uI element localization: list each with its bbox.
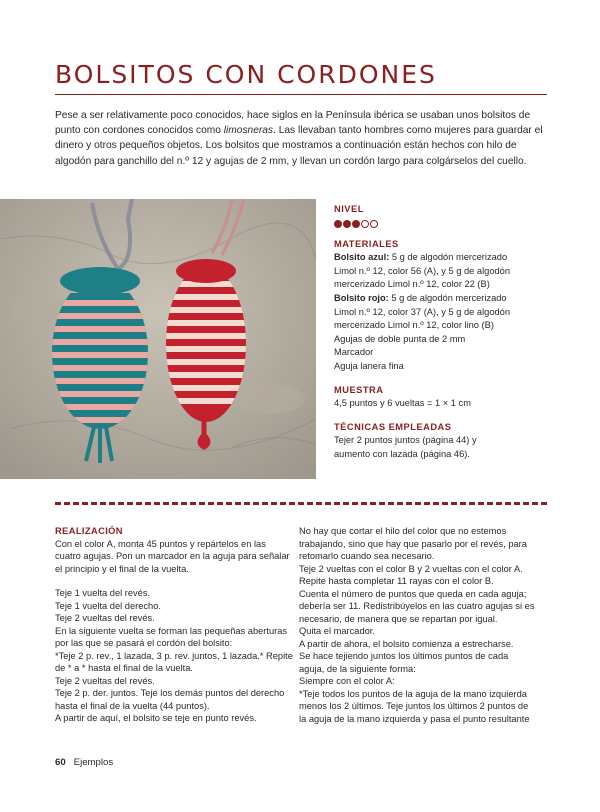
muestra-heading: MUESTRA [334,384,384,395]
instruction-line: necesario, de manera que se repartan por igual. [299,613,498,624]
instruction-line: En la siguiente vuelta se forman las pequeñas aberturas [55,625,288,636]
sidebar-specs [334,203,548,472]
instruction-line: cuatro agujas. Pon un marcador en la aguja para señalar [55,551,290,561]
instruction-line: menos los 2 últimos. Teje juntos los últimos 2 puntos de [299,701,529,711]
instruction-line: Teje 2 p. der. juntos. Teje los demás puntos del derecho [55,688,285,698]
instruction-line: Cuenta el número de puntos que queda en cada aguja; [299,588,527,599]
instruction-line: *Teje todos los puntos de la aguja de la mano izquierda [299,688,527,699]
tecnicas-text: aumento con lazada (página 46). [334,448,470,459]
tecnicas-heading: TÉCNICAS EMPLEADAS [334,421,452,432]
section-divider [55,502,547,505]
tecnicas-section [334,421,548,462]
level-dot-filled [334,220,342,228]
material-text: 5 g de algodón mercerizado [391,252,508,263]
instruction-line: Repite hasta completar 11 rayas con el color B. [299,576,494,586]
pouches-photo [0,199,316,479]
instruction-line: Quita el marcador. [299,626,375,636]
intro-italic-term: limosneras [223,125,274,137]
intro-text-1: Pese a ser relativamente poco conocidos, hace siglos en la Península ibérica se usaban unos bolsitos de punto con cordones conocidos como [55,110,531,137]
instruction-line: Con el color A, monta 45 puntos y repártelos en las [55,538,266,549]
level-rating [334,220,548,228]
level-dot-filled [343,220,351,228]
instructions-column-2 [299,525,549,725]
intro-text-2: . Las llevaban tanto hombres como mujeres para guardar el dinero y otros pequeños objetos. Los bolsitos que mostramos a continuación están hechos con hilo de algodón para ganchillo del n.º 12 y agujas de 2 mm, y llevan un cordón largo para colgárselos del cuello. [55,125,543,167]
instruction-line: trabajando, sino que hay que pasarlo por el revés, para [299,538,527,549]
instruction-line: el principio y el final de la vuelta. [55,563,189,574]
instruction-line: Teje 2 vueltas del revés. [55,675,155,686]
materiales-section [334,238,548,374]
instruction-line: la aguja de la mano izquierda y pasa el punto resultante [299,713,530,724]
material-line: Aguja lanera fina [334,360,404,371]
nivel-heading: NIVEL [334,204,364,214]
instruction-line: No hay que cortar el hilo del color que no estemos [299,526,507,536]
page-number: 60 [55,757,66,768]
tecnicas-text: Tejer 2 puntos juntos (página 44) y [334,435,477,446]
material-label-rojo: Bolsito rojo: [334,292,389,303]
instruction-line: Se hace tejiendo juntos los últimos puntos de cada [299,651,509,661]
realizacion-heading: REALIZACIÓN [55,526,123,536]
instruction-line: hasta el final de la vuelta (44 puntos). [55,700,210,711]
instruction-line: A partir de aquí, el bolsito se teje en punto revés. [55,713,257,723]
materiales-heading: MATERIALES [334,238,399,249]
level-dot-filled [352,220,360,228]
instruction-line: *Teje 2 p. rev., 1 lazada, 3 p. rev. juntos, 1 lazada.* Repite [55,650,293,661]
intro-paragraph [55,108,547,169]
material-line: Marcador [334,347,374,358]
page-title: BOLSITOS CON CORDONES [55,60,437,89]
muestra-text: 4,5 puntos y 6 vueltas = 1 × 1 cm [334,398,471,409]
instructions-column-1 [55,525,293,725]
instruction-line: aguja, de la siguiente forma: [299,663,416,674]
material-text: 5 g de algodón mercerizado [391,292,507,303]
instruction-line: de * a * hasta el final de la vuelta. [55,663,193,673]
material-line [334,251,548,265]
instruction-line: Teje 2 vueltas con el color B y 2 vueltas con el color A. [299,563,523,574]
material-line: mercerizado Limol n.º 12, color 22 (B) [334,279,490,290]
material-line: Limol n.º 12, color 37 (A), y 5 g de algodón [334,306,511,317]
instruction-line: A partir de ahora, el bolsito comienza a estrecharse. [299,638,514,649]
material-line: Limol n.º 12, color 56 (A), y 5 g de algodón [334,265,511,276]
title-underline [55,94,547,95]
instruction-line: Teje 1 vuelta del revés. [55,588,151,598]
paragraph-gap [55,575,287,587]
section-name: Ejemplos [73,757,114,768]
material-line: mercerizado Limol n.º 12, color lino (B) [334,320,494,331]
page-footer [55,757,113,768]
instruction-line: debería ser 11. Redistribúyelos en las cuatro agujas si es [299,601,535,611]
instruction-line: por las que se pasará el cordón del bolsito: [55,638,233,648]
material-label-azul: Bolsito azul: [334,252,390,263]
material-line: Agujas de doble punta de 2 mm [334,333,466,344]
instruction-line: Teje 1 vuelta del derecho. [55,600,161,611]
muestra-section [334,384,548,411]
instruction-line: retomarlo cuando sea necesario. [299,551,435,561]
material-line [334,292,548,306]
instruction-line: Teje 2 vueltas del revés. [55,613,155,623]
level-dot-empty [370,220,378,228]
level-dot-empty [361,220,369,228]
instruction-line: Siempre con el color A: [299,676,395,686]
